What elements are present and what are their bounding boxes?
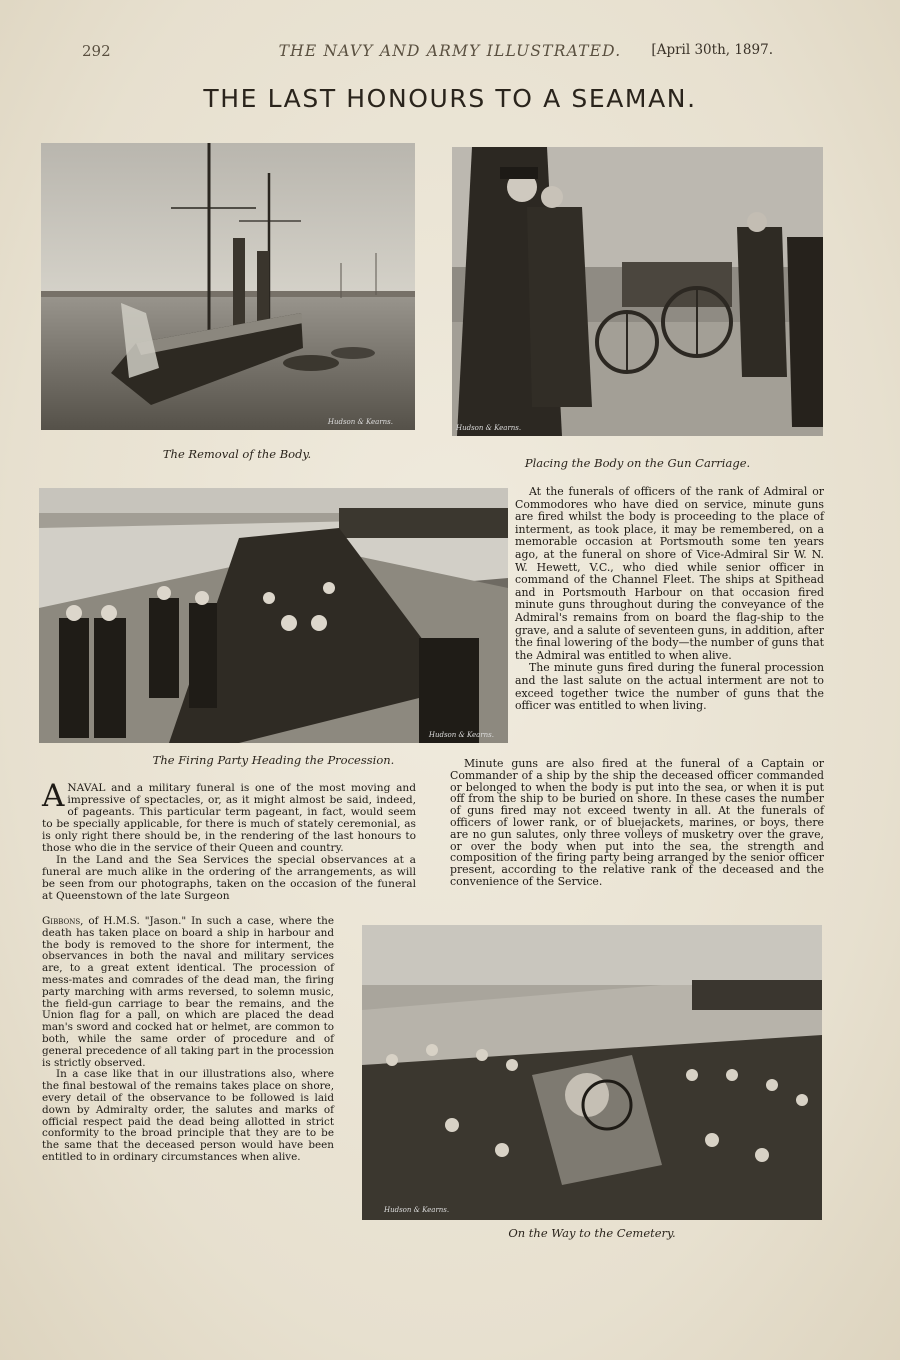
issue-date: [April 30th, 1897. xyxy=(651,42,773,58)
paragraph-text: , of H.M.S. "Jason." In such a case, where the death has taken place on board a ship in harbour and the body is removed to the shore for interment, the observances in both the naval and military services are, to a great extent identical. The procession of mess-mates and comrades of the dead man, the firing party marching with arms reversed, to solemn music, the field-gun carriage to bear the remains, and the Union flag for a pall, on which are placed the dead man's sword and cocked hat or helmet, are common to both, while the same order of procedure and of general precedence of all taking part in the procession is strictly observed. xyxy=(42,915,334,1069)
text-right-column xyxy=(515,486,824,713)
caption-firing-party: The Firing Party Heading the Procession. xyxy=(152,753,395,767)
paragraph: In the Land and the Sea Services the special observances at a funeral are much alike in the ordering of the arrangements, as will be seen from our photographs, taken on the occasion of the funeral at Queenstown of the late Surgeon xyxy=(42,854,416,902)
caption-removal: The Removal of the Body. xyxy=(162,447,312,461)
paragraph-text: and a military funeral is one of the most moving and impressive of spectacles, or, as it might almost be said, indeed, of pageants. This particular term pageant, in fact, would seem to be specially applicable, for there is much of stately ceremonial, as is only right there should be, in the rendering of the last honours to those who die in the service of their Queen and country. xyxy=(42,782,416,854)
paragraph: Minute guns are also fired at the funeral of a Captain or Commander of a ship by the ship the deceased officer commanded or belonged to when the body is put into the sea, or when it is put off from the ship to be buried on shore. In these cases the number of guns fired may not exceed twenty in all. At the funerals of officers of lower rank, or of bluejackets, marines, or boys, there are no gun salutes, only three volleys of musketry over the grave, or over the body when put into the sea, the strength and composition of the firing party being arranged by the senior officer present, according to the relative rank of the deceased and the convenience of the Service. xyxy=(450,757,824,888)
lead-word: NAVAL xyxy=(67,782,106,794)
caption-cemetery: On the Way to the Cemetery. xyxy=(508,1226,676,1240)
photo-firing-party xyxy=(39,488,508,743)
paragraph xyxy=(42,778,416,854)
paragraph: In a case like that in our illustrations also, where the final bestowal of the remains takes place on shore, every detail of the observance to be followed is laid down by Admiralty order, the salutes and marks of official respect paid the dead being allotted in strict conformity to the broad principle that they are to be the same that the deceased person would have been entitled to in ordinary circumstances when alive. xyxy=(42,1068,334,1163)
page-number: 292 xyxy=(82,42,111,60)
page-header xyxy=(0,42,900,64)
running-title: THE NAVY AND ARMY ILLUSTRATED. xyxy=(278,42,622,60)
caption-gun-carriage: Placing the Body on the Gun Carriage. xyxy=(524,456,751,470)
text-left-column-continued xyxy=(42,916,334,1164)
paragraph: At the funerals of officers of the rank of Admiral or Commodores who have died on service, minute guns are fired whilst the body is proceeding to the place of interment, as took place, it may be remembered, on a memorable occasion at Portsmouth some ten years ago, at the funeral on shore of Vice-Admiral Sir W. N. W. Hewett, V.C., who died while senior officer in command of the Channel Fleet. The ships at Spithead and in Portsmouth Harbour on that occasion fired minute guns throughout during the conveyance of the Admiral's remains from on board the flag-ship to the grave, and a salute of seventeen guns, in addition, after the final lowering of the body—the number of guns that the Admiral was entitled to when alive. xyxy=(515,485,824,662)
photo-gun-carriage xyxy=(452,147,823,436)
drop-cap: A xyxy=(42,778,65,814)
article-title: THE LAST HONOURS TO A SEAMAN. xyxy=(203,84,697,113)
text-wide-paragraph xyxy=(450,758,824,888)
photo-credit: Hudson & Kearns. xyxy=(327,418,393,426)
name-smallcaps: Gibbons xyxy=(42,915,81,927)
photo-removal-of-body xyxy=(41,143,415,430)
paragraph xyxy=(42,916,334,1069)
photo-credit: Hudson & Kearns. xyxy=(428,731,494,739)
photo-credit: Hudson & Kearns. xyxy=(456,424,522,432)
text-left-column xyxy=(42,778,416,902)
photo-credit: Hudson & Kearns. xyxy=(384,1206,450,1214)
paragraph: The minute guns fired during the funeral procession and the last salute on the actual interment are not to exceed together twice the number of guns that the officer was entitled to when living. xyxy=(515,661,824,713)
photo-cemetery xyxy=(362,925,822,1220)
